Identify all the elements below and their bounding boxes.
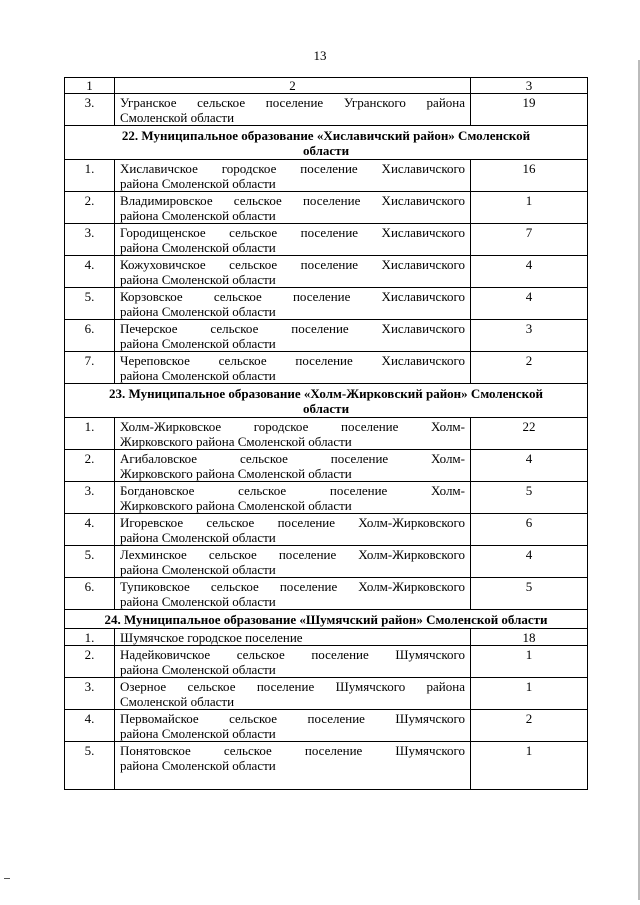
row-number: 1. [65,418,115,450]
settlement-name-line: Хиславичское городское поселение Хиславичского [120,161,465,176]
table-row [65,482,588,514]
mandate-count: 5 [471,482,588,514]
settlement-name-line: Владимировское сельское поселение Хиславичского [120,193,465,208]
page-number: 13 [313,48,327,63]
settlement-name [115,418,471,450]
settlement-name-line: Корзовское сельское поселение Хиславичского [120,289,465,304]
settlement-name-line: Надейковичское сельское поселение Шумячского [120,647,465,662]
settlement-name [115,514,471,546]
settlement-name [115,352,471,384]
table-header-row [65,78,588,94]
section-title-line: 24. Муниципальное образование «Шумячский район» Смоленской области [104,612,548,627]
settlement-name-line: района Смоленской области [120,240,276,255]
header-col-3: 3 [471,78,588,94]
table-row [65,678,588,710]
row-number: 2. [65,450,115,482]
mandate-count: 16 [471,160,588,192]
section-title-line: 23. Муниципальное образование «Холм-Жирковский район» Смоленской [109,386,543,401]
mandate-count: 22 [471,418,588,450]
section-title-line: области [302,143,350,158]
settlement-name-line: района Смоленской области [120,272,276,287]
settlement-name-line: Агибаловское сельское поселение Холм- [120,451,465,466]
mandate-count: 4 [471,256,588,288]
settlement-name-line: Первомайское сельское поселение Шумячского [120,711,465,726]
settlement-name [115,192,471,224]
table-row [65,450,588,482]
row-number: 2. [65,192,115,224]
row-number: 3. [65,224,115,256]
settlement-name-line: Кожуховичское сельское поселение Хиславичского [120,257,465,272]
section-title [65,126,588,160]
settlement-name [115,224,471,256]
table-body [65,78,588,790]
mandate-count: 5 [471,578,588,610]
mandate-count: 4 [471,546,588,578]
settlement-name [115,629,471,646]
table-row [65,288,588,320]
mandate-count: 18 [471,629,588,646]
mandate-count: 1 [471,192,588,224]
section-title-line: области [302,401,350,416]
settlement-name-line: района Смоленской области [120,562,276,577]
settlement-name [115,646,471,678]
row-number: 1. [65,160,115,192]
row-number: 4. [65,514,115,546]
row-number: 7. [65,352,115,384]
row-number: 4. [65,710,115,742]
table-row [65,192,588,224]
settlement-name [115,256,471,288]
row-number: 3. [65,94,115,126]
table-row [65,646,588,678]
row-number: 6. [65,578,115,610]
mandate-count: 1 [471,742,588,790]
settlement-name [115,546,471,578]
table-row [65,418,588,450]
table-row [65,160,588,192]
table-row [65,320,588,352]
table-row [65,352,588,384]
mandate-count: 4 [471,288,588,320]
settlement-name-line: Лехминское сельское поселение Холм-Жирковского [120,547,465,562]
settlement-name [115,288,471,320]
mandate-count: 19 [471,94,588,126]
row-number: 5. [65,288,115,320]
settlement-name-line: района Смоленской области [120,304,276,319]
settlement-name-line: Озерное сельское поселение Шумячского района [120,679,465,694]
settlement-name-line: района Смоленской области [120,208,276,223]
settlement-name-line: Тупиковское сельское поселение Холм-Жирковского [120,579,465,594]
settlement-name [115,160,471,192]
settlement-name-line: района Смоленской области [120,368,276,383]
municipal-table [64,77,588,790]
settlement-name [115,94,471,126]
settlement-name [115,578,471,610]
settlement-name-line: Смоленской области [120,694,235,709]
settlement-name [115,482,471,514]
table-row [65,710,588,742]
table-row [65,578,588,610]
row-number: 4. [65,256,115,288]
mandate-count: 3 [471,320,588,352]
settlement-name-line: Смоленской области [120,110,235,125]
table-row [65,546,588,578]
margin-mark [4,878,10,879]
table-row [65,742,588,790]
settlement-name-line: Печерское сельское поселение Хиславичского [120,321,465,336]
header-col-1: 1 [65,78,115,94]
settlement-name-line: Жирковского района Смоленской области [120,466,352,481]
mandate-count: 6 [471,514,588,546]
settlement-name-line: Череповское сельское поселение Хиславичского [120,353,465,368]
row-number: 3. [65,678,115,710]
settlement-name-line: Шумячское городское поселение [120,630,303,645]
settlement-name-line: Богдановское сельское поселение Холм- [120,483,465,498]
settlement-name-line: Жирковского района Смоленской области [120,498,352,513]
section-title-line: 22. Муниципальное образование «Хиславичский район» Смоленской [121,128,531,143]
settlement-name-line: Холм-Жирковское городское поселение Холм- [120,419,465,434]
settlement-name-line: района Смоленской области [120,662,276,677]
settlement-name-line: района Смоленской области [120,336,276,351]
mandate-count: 2 [471,710,588,742]
settlement-name-line: района Смоленской области [120,176,276,191]
section-header-row [65,126,588,160]
row-number: 5. [65,742,115,790]
row-number: 1. [65,629,115,646]
settlement-name-line: района Смоленской области [120,726,276,741]
settlement-name-line: Понятовское сельское поселение Шумячского [120,743,465,758]
settlement-name [115,320,471,352]
settlement-name-line: Городищенское сельское поселение Хиславичского [120,225,465,240]
mandate-count: 2 [471,352,588,384]
row-number: 6. [65,320,115,352]
section-header-row [65,384,588,418]
settlement-name [115,710,471,742]
row-number: 2. [65,646,115,678]
table-row [65,224,588,256]
settlement-name [115,450,471,482]
settlement-name-line: района Смоленской области [120,594,276,609]
mandate-count: 1 [471,678,588,710]
header-col-2: 2 [115,78,471,94]
mandate-count: 4 [471,450,588,482]
section-title [65,384,588,418]
table-row [65,629,588,646]
section-header-row [65,610,588,629]
settlement-name-line: Угранское сельское поселение Угранского района [120,95,465,110]
row-number: 3. [65,482,115,514]
settlement-name-line: района Смоленской области [120,530,276,545]
settlement-name [115,678,471,710]
table-row [65,256,588,288]
settlement-name-line: района Смоленской области [120,758,276,773]
mandate-count: 1 [471,646,588,678]
table-row [65,94,588,126]
row-number: 5. [65,546,115,578]
mandate-count: 7 [471,224,588,256]
settlement-name-line: Жирковского района Смоленской области [120,434,352,449]
table-row [65,514,588,546]
section-title [65,610,588,629]
settlement-name-line: Игоревское сельское поселение Холм-Жирковского [120,515,465,530]
settlement-name [115,742,471,790]
